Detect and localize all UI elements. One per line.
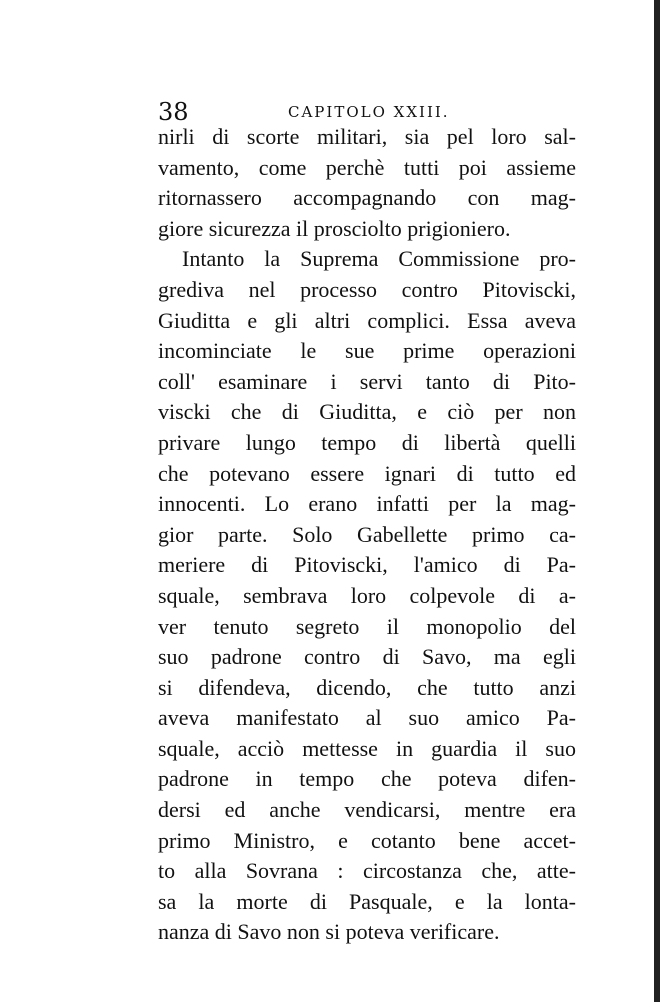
text-line: si difendeva, dicendo, che tutto anzi (158, 674, 576, 700)
text-line: che potevano essere ignari di tutto ed (158, 460, 576, 486)
text-line: Intanto la Suprema Commissione pro- (182, 246, 576, 272)
text-line: squale, acciò mettesse in guardia il suo (158, 735, 576, 761)
text-line: Giuditta e gli altri complici. Essa aveva (158, 307, 576, 333)
text-line: giore sicurezza il prosciolto prigioniero. (158, 215, 511, 241)
text-line: aveva manifestato al suo amico Pa- (158, 705, 576, 731)
page-edge-shadow (654, 0, 660, 1002)
running-title: CAPITOLO XXIII. (288, 103, 450, 121)
text-line: ver tenuto segreto il monopolio del (158, 613, 576, 639)
body-text (158, 122, 576, 948)
text-line: meriere di Pitoviscki, l'amico di Pa- (158, 552, 576, 578)
text-line: grediva nel processo contro Pitoviscki, (158, 276, 576, 302)
text-line: innocenti. Lo erano infatti per la mag- (158, 491, 576, 517)
text-line: suo padrone contro di Savo, ma egli (158, 644, 576, 670)
text-line: sa la morte di Pasquale, e la lonta- (158, 888, 576, 914)
text-line: gior parte. Solo Gabellette primo ca- (158, 521, 576, 547)
text-line: primo Ministro, e cotanto bene accet- (158, 827, 576, 853)
text-line: padrone in tempo che poteva difen- (158, 766, 576, 792)
text-line: dersi ed anche vendicarsi, mentre era (158, 797, 576, 823)
text-line: nanza di Savo non si poteva verificare. (158, 919, 500, 945)
text-line: privare lungo tempo di libertà quelli (158, 429, 576, 455)
text-line: coll' esaminare i servi tanto di Pito- (158, 368, 576, 394)
text-line: viscki che di Giuditta, e ciò per non (158, 399, 576, 425)
text-line: incominciate le sue prime operazioni (158, 338, 576, 364)
page-number: 38 (158, 98, 189, 126)
text-line: to alla Sovrana : circostanza che, atte- (158, 858, 576, 884)
text-line: nirli di scorte militari, sia pel loro sal- (158, 124, 576, 149)
text-line: vamento, come perchè tutti poi assieme (158, 154, 576, 180)
text-line: squale, sembrava loro colpevole di a- (158, 582, 576, 608)
text-line: ritornassero accompagnando con mag- (158, 185, 576, 211)
